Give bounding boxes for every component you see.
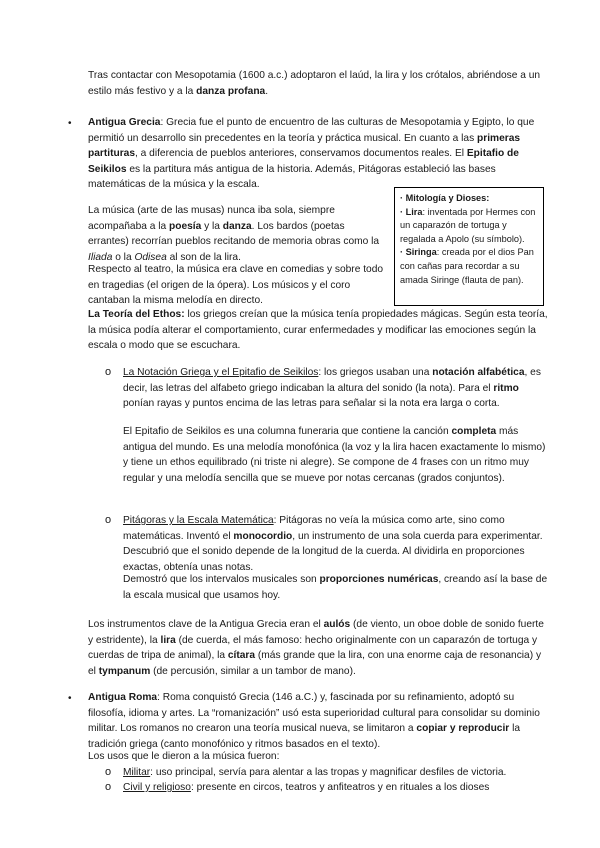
mitologia-box	[394, 187, 544, 306]
civil-item: Civil y religioso: presente en circos, teatros y anfiteatros y en rituales a los dioses	[123, 782, 490, 793]
notacion-paragraph: La Notación Griega y el Epitafio de Seikilos: los griegos usaban una notación alfabética, es decir, las letras del alfabeto griego indicaban la altura del sonido (la nota). Para el ritmo ponían rayas y puntos encima de las letras para señalar si la nota era larga o corta.	[123, 367, 541, 410]
circle-pitagoras: o	[105, 514, 112, 526]
militar-item: Militar: uso principal, servía para alentar a las tropas y magnificar desfiles de victoria.	[123, 767, 507, 778]
grecia-paragraph: Antigua Grecia: Grecia fue el punto de encuentro de las culturas de Mesopotamia y Egipto, lo que permitió un desarrollo sin precedentes en la teoría y práctica musical. En cuanto a las primeras partituras, a diferencia de pueblos anteriores, conservamos documentos reales. El Epitafio de Seikilos es la partitura más antigua de la historia. Además, Pitágoras estableció las bases matemáticas de la música y la escala.	[88, 117, 535, 191]
instrumentos-paragraph: Los instrumentos clave de la Antigua Grecia eran el aulós (de viento, un oboe doble de sonido fuerte y estridente), la lira (de cuerda, el más famoso: hecho originalmente con un caparazón de tortuga y cuerdas de tripa de animal), la cítara (más grande que la lira, con una enorme caja de resonancia) y el tympanum (de percusión, similar a un tambor de mano).	[88, 619, 544, 677]
circle-civil: o	[105, 781, 112, 793]
musica-paragraph: La música (arte de las musas) nunca iba sola, siempre acompañaba a la poesía y la danza. Los bardos (poetas errantes) recorrían pueblos recitando de memoria obras como la Iliada o la Odisea al son de la lira.	[88, 205, 380, 263]
epitafio-paragraph: El Epitafio de Seikilos es una columna funeraria que contiene la canción completa más antigua del mundo. Es una melodía monofónica (la voz y la lira hacen exactamente lo mismo) y tiene un ethos equilibrado (ni triste ni alegre). Se compone de 4 frases con un ritmo muy regular y una melodía sencilla que se mueve por notas cercanas (grados conjuntos).	[123, 426, 546, 484]
circle-notacion: o	[105, 366, 112, 378]
notacion-heading: La Notación Griega y el Epitafio de Seikilos	[123, 367, 319, 378]
bullet-roma: •	[68, 693, 72, 704]
roma-paragraph: Antigua Roma: Roma conquistó Grecia (146 a.C.) y, fascinada por su refinamiento, adoptó su filosofía, idioma y artes. La “romanización” usó esta superioridad cultural para consolidar su dominio militar. Los romanos no crearon una teoría musical nueva, se limitaron a copiar y reproducir la tradición griega (canto monofónico y ritmos basados en el texto).	[88, 692, 540, 750]
teatro-paragraph: Respecto al teatro, la música era clave en comedias y sobre todo en tragedias (el origen de la ópera). Los músicos y el coro cantaban la misma melodía en directo.	[88, 264, 384, 307]
ethos-paragraph: La Teoría del Ethos: los griegos creían que la música tenía propiedades mágicas. Según esta teoría, la música podía alterar el comportamiento, curar enfermedades y modificar las emociones según la escala o modo que se escuchara.	[88, 309, 548, 352]
usos-line: Los usos que le dieron a la música fueron:	[88, 751, 280, 762]
grecia-heading: Antigua Grecia	[88, 117, 161, 128]
roma-heading: Antigua Roma	[88, 692, 158, 703]
circle-militar: o	[105, 766, 112, 778]
siringa-note: · Siringa: creada por el dios Pan con cañas para recordar a su amada Siringe (flauta de pan).	[400, 247, 534, 285]
pitagoras-heading: Pitágoras y la Escala Matemática	[123, 515, 274, 526]
intro-paragraph: Tras contactar con Mesopotamia (1600 a.c.) adoptaron el laúd, la lira y los crótalos, abriéndose a un estilo más festivo y a la danza profana.	[88, 70, 541, 97]
pitagoras-paragraph: Pitágoras y la Escala Matemática: Pitágoras no veía la música como arte, sino como matemáticas. Inventó el monocordio, un instrumento de una sola cuerda para experimentar. Descubrió que el sonido depende de la longitud de la cuerda. Al dividirla en proporciones exactas, obtenía unas notas.	[123, 515, 543, 573]
intervalos-paragraph: Demostró que los intervalos musicales son proporciones numéricas, creando así la base de la escala musical que usamos hoy.	[123, 574, 548, 601]
mitologia-title: · Mitología y Dioses:	[400, 193, 490, 203]
bullet-grecia: •	[68, 118, 72, 129]
lira-note: · Lira: inventada por Hermes con un caparazón de tortuga y regalada a Apolo (su símbolo).	[400, 206, 536, 244]
